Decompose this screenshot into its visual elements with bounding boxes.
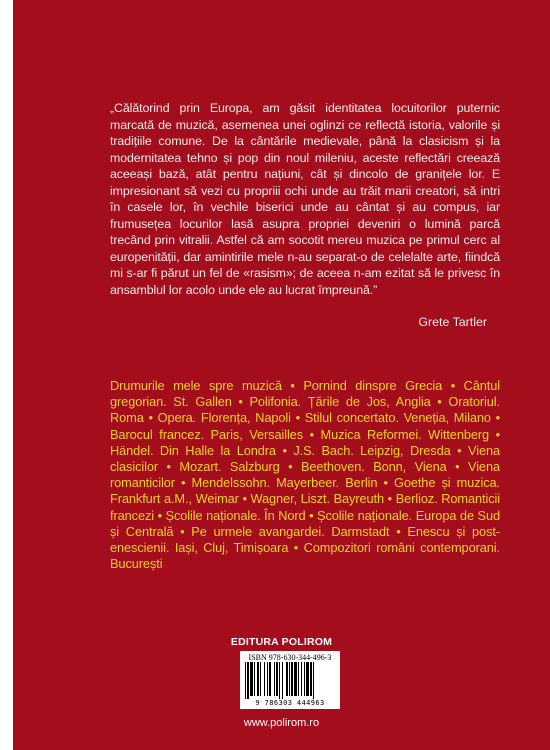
quote-author: Grete Tartler: [418, 315, 487, 329]
back-cover: [13, 0, 550, 750]
isbn-barcode: [240, 651, 340, 709]
publisher-website[interactable]: www.polirom.ro: [243, 717, 320, 729]
table-of-contents: Drumurile mele spre muzică • Pornind dinspre Grecia • Cântul gregorian. St. Gallen • Polifonia. Țările de Jos, Anglia • Oratoriul. Roma • Opera. Florența, Napoli • Stilul concertato. Veneția, Milano • Barocul francez. Paris, Versailles • Muzica Reformei. Wittenberg • Händel. Din Halle la Londra • J.S. Bach. Leipzig, Dresda • Viena clasicilor • Mozart. Salzburg • Beethoven. Bonn, Viena • Viena romanticilor • Mendelssohn. Mayerbeer. Berlin • Goethe și muzica. Frankfurt a.M., Weimar • Wagner, Liszt. Bayreuth • Berlioz. Romanticii francezi • Școlile naționale. În Nord • Școlile naționale. Europa de Sud și Centrală • Pe urmele avangardei. Darmstadt • Enescu și post-enescienii. Iași, Cluj, Timișoara • Compozitori români contemporani. București: [110, 378, 500, 572]
publisher-name: EDITURA POLIROM: [230, 636, 333, 648]
barcode-digits: 9 786303 444963: [255, 699, 325, 707]
author-quote: „Călătorind prin Europa, am găsit identitatea locuitorilor puternic marcată de muzică, asemenea unei oglinzi ce reflectă istoria, valorile și tradițiile comune. De la cântările medievale, până la clasicism și la modernitatea tehno și pop din noul mileniu, aceste reflectări creează aceeași bază, atât pentru națiuni, cât și dincolo de granițele lor. E impresionant să vezi cu propriii ochi unde au trăit marii creatori, să intri în casele lor, în vechile biserici unde au cântat și au compus, iar frumusețea locurilor lasă asupra propriei deveniri o lumină parcă trecând prin vitralii. Astfel că am socotit mereu muzica pe primul cerc al europenității, dar amintirile mele n-au separat-o de celelalte arte, fiindcă mi s-ar fi părut un fel de «rasism»; de aceea n-am ezitat să le privesc în ansamblul lor acolo unde ele au lucrat împreună.”: [110, 101, 500, 297]
isbn-text: ISBN 978-630-344-496-3: [248, 653, 332, 662]
barcode-icon: [243, 662, 337, 699]
